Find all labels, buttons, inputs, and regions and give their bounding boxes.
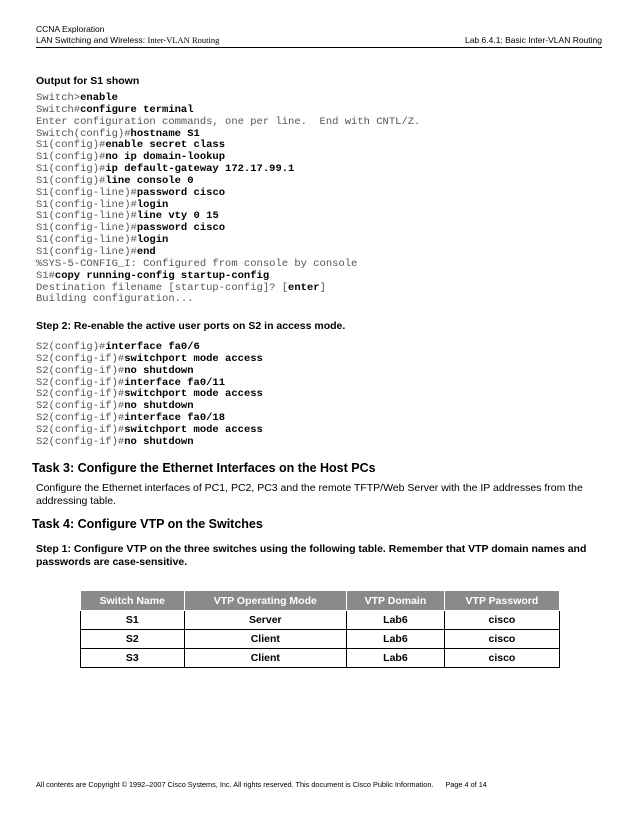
header-rule (36, 47, 602, 48)
col-vtp-mode: VTP Operating Mode (184, 591, 346, 611)
header-module-topic: Inter-VLAN Routing (147, 35, 220, 45)
code-command: password cisco (136, 222, 226, 235)
header-module (36, 35, 219, 46)
code-command: copy running-config startup-config (54, 269, 270, 282)
footer-page-number: Page 4 of 14 (445, 780, 487, 789)
cell-vtp-password: cisco (444, 649, 559, 668)
code-line (36, 437, 263, 449)
cell-switch-name: S1 (81, 611, 185, 630)
code-command: line console 0 (105, 174, 194, 187)
cell-switch-name: S3 (81, 649, 185, 668)
header-lab-title: Lab 6.4.1: Basic Inter-VLAN Routing (464, 35, 602, 45)
code-prompt: Switch# (36, 103, 81, 116)
code-command: hostname S1 (130, 127, 200, 140)
code-prompt: S2(config-if)# (36, 376, 125, 389)
code-prompt: S1(config-line)# (36, 210, 137, 223)
code-prompt: Switch> (36, 92, 81, 104)
code-prompt: S1(config-line)# (36, 222, 137, 235)
code-command: password cisco (136, 186, 226, 199)
code-command: switchport mode access (124, 388, 263, 401)
code-prompt: Enter configuration commands, one per line. End with CNTL/Z. (36, 115, 421, 128)
code-command: interface fa0/11 (124, 376, 226, 389)
code-command: no shutdown (124, 435, 194, 448)
table-row (81, 630, 560, 649)
col-vtp-password: VTP Password (444, 591, 559, 611)
code-prompt: S2(config)# (36, 341, 106, 353)
code-line (36, 294, 420, 306)
code-command: switchport mode access (124, 423, 263, 436)
footer-copyright: All contents are Copyright © 1992–2007 Cisco Systems, Inc. All rights reserved. This document is Cisco Public Information. (36, 780, 434, 789)
output-heading: Output for S1 shown (36, 75, 140, 87)
code-command: ip default-gateway 172.17.99.1 (105, 163, 295, 176)
code-command: configure terminal (80, 103, 194, 116)
code-prompt: Building configuration... (36, 293, 194, 306)
code-command: no ip domain-lookup (105, 151, 226, 164)
code-prompt: S1(config)# (36, 139, 106, 152)
header-row (36, 35, 602, 46)
code-prompt: S1# (36, 269, 55, 282)
cell-switch-name: S2 (81, 630, 185, 649)
table-row (81, 649, 560, 668)
code-command: no shutdown (124, 364, 194, 377)
code-prompt: S2(config-if)# (36, 412, 125, 425)
col-vtp-domain: VTP Domain (347, 591, 445, 611)
code-prompt: S1(config)# (36, 174, 106, 187)
code-command: login (136, 198, 169, 211)
s1-code-block (36, 93, 420, 306)
vtp-table-header-row (81, 591, 560, 611)
code-prompt: S1(config-line)# (36, 234, 137, 247)
code-command: end (136, 245, 156, 258)
code-prompt: S1(config-line)# (36, 198, 137, 211)
page-footer (36, 780, 602, 789)
vtp-table (80, 590, 560, 668)
code-command: no shutdown (124, 400, 194, 413)
code-command: line vty 0 15 (136, 210, 219, 223)
task3-paragraph: Configure the Ethernet interfaces of PC1, PC2, PC3 and the remote TFTP/Web Server with the IP addresses from the addressing table. (36, 482, 583, 507)
task4-step1: Step 1: Configure VTP on the three switches using the following table. Remember that VTP domain names and passwords are case-sensitive. (36, 543, 587, 568)
code-command: enter (288, 281, 320, 294)
step2-heading: Step 2: Re-enable the active user ports on S2 in access mode. (36, 320, 346, 332)
code-prompt: S1(config-line)# (36, 245, 137, 258)
cell-vtp-mode: Server (184, 611, 346, 630)
task4-heading: Task 4: Configure VTP on the Switches (32, 517, 263, 531)
cell-vtp-password: cisco (444, 611, 559, 630)
code-prompt: S2(config-if)# (36, 364, 125, 377)
task3-heading: Task 3: Configure the Ethernet Interfaces on the Host PCs (32, 461, 376, 475)
header-module-name: LAN Switching and Wireless: (36, 35, 148, 45)
cell-vtp-domain: Lab6 (347, 649, 445, 668)
col-switch-name: Switch Name (81, 591, 185, 611)
page-header (36, 24, 602, 46)
code-prompt: Destination filename [startup-config]? [ (36, 281, 289, 294)
s2-code-block (36, 342, 263, 449)
code-prompt: S2(config-if)# (36, 352, 125, 365)
code-suffix: ] (319, 281, 326, 294)
code-prompt: Switch(config)# (36, 127, 131, 140)
code-prompt: S2(config-if)# (36, 388, 125, 401)
code-command: interface fa0/6 (105, 341, 200, 353)
cell-vtp-mode: Client (184, 649, 346, 668)
code-command: enable (80, 92, 118, 104)
code-prompt: S2(config-if)# (36, 423, 125, 436)
cell-vtp-password: cisco (444, 630, 559, 649)
code-prompt: %SYS-5-CONFIG_I: Configured from console by console (36, 257, 358, 270)
cell-vtp-domain: Lab6 (347, 630, 445, 649)
code-prompt: S1(config)# (36, 163, 106, 176)
code-prompt: S2(config-if)# (36, 400, 125, 413)
code-command: interface fa0/18 (124, 412, 226, 425)
code-prompt: S1(config)# (36, 151, 106, 164)
cell-vtp-domain: Lab6 (347, 611, 445, 630)
header-course: CCNA Exploration (36, 24, 105, 34)
code-prompt: S1(config-line)# (36, 186, 137, 199)
table-row (81, 611, 560, 630)
code-command: switchport mode access (124, 352, 263, 365)
code-command: enable secret class (105, 139, 226, 152)
code-prompt: S2(config-if)# (36, 435, 125, 448)
code-command: login (136, 234, 169, 247)
cell-vtp-mode: Client (184, 630, 346, 649)
